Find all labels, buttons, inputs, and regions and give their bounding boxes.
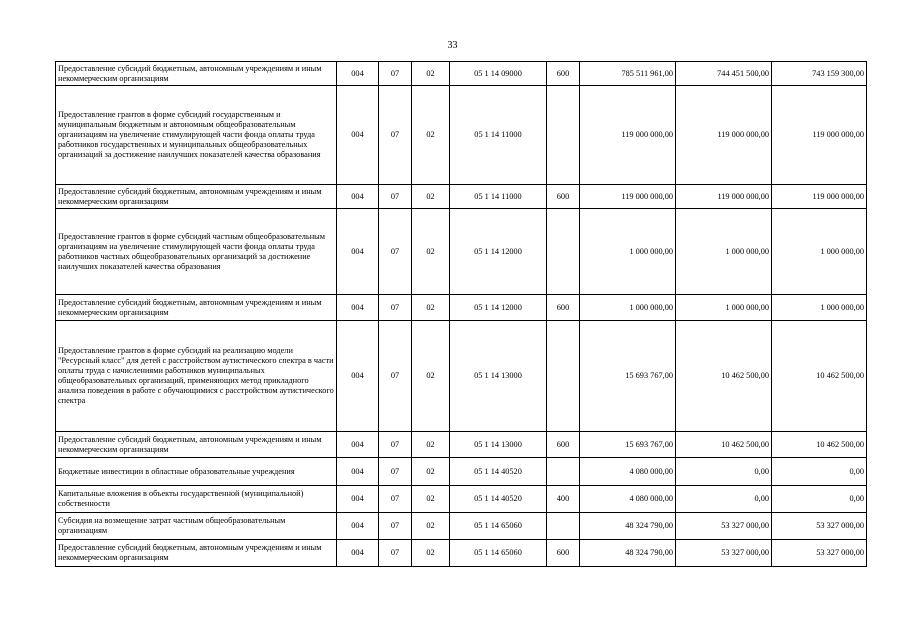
row-ved: 004 bbox=[337, 486, 379, 513]
table-row bbox=[56, 513, 867, 540]
row-sum-3: 119 000 000,00 bbox=[772, 185, 867, 209]
row-name: Предоставление грантов в форме субсидий государственным и муниципальным бюджетным и автономным общеобразовательным организациям на увеличение стимулирующей части фонда оплаты труда работников государственных и муниципальных общеобразовательных организаций за достижение наилучших показателей качества образования bbox=[56, 86, 337, 185]
row-csr: 05 1 14 40520 bbox=[450, 486, 547, 513]
row-pr: 02 bbox=[412, 321, 450, 432]
row-rz: 07 bbox=[379, 486, 412, 513]
row-pr: 02 bbox=[412, 295, 450, 321]
row-pr: 02 bbox=[412, 540, 450, 567]
row-sum-2: 1 000 000,00 bbox=[676, 209, 772, 295]
row-pr: 02 bbox=[412, 86, 450, 185]
row-ved: 004 bbox=[337, 62, 379, 86]
row-sum-1: 785 511 961,00 bbox=[580, 62, 676, 86]
row-sum-2: 10 462 500,00 bbox=[676, 321, 772, 432]
row-pr: 02 bbox=[412, 513, 450, 540]
table-row bbox=[56, 295, 867, 321]
table-row bbox=[56, 458, 867, 486]
row-sum-1: 15 693 767,00 bbox=[580, 432, 676, 458]
row-sum-1: 4 080 000,00 bbox=[580, 486, 676, 513]
budget-table bbox=[55, 61, 867, 567]
row-name: Предоставление субсидий бюджетным, автономным учреждениям и иным некоммерческим организациям bbox=[56, 185, 337, 209]
row-csr: 05 1 14 09000 bbox=[450, 62, 547, 86]
row-ved: 004 bbox=[337, 209, 379, 295]
row-vr bbox=[547, 513, 580, 540]
row-ved: 004 bbox=[337, 513, 379, 540]
row-vr bbox=[547, 458, 580, 486]
row-vr: 400 bbox=[547, 486, 580, 513]
row-sum-2: 119 000 000,00 bbox=[676, 86, 772, 185]
row-vr: 600 bbox=[547, 62, 580, 86]
row-csr: 05 1 14 65060 bbox=[450, 513, 547, 540]
row-rz: 07 bbox=[379, 513, 412, 540]
row-sum-2: 53 327 000,00 bbox=[676, 513, 772, 540]
table-row bbox=[56, 321, 867, 432]
row-sum-3: 10 462 500,00 bbox=[772, 321, 867, 432]
row-sum-2: 0,00 bbox=[676, 458, 772, 486]
table-row bbox=[56, 540, 867, 567]
row-sum-3: 0,00 bbox=[772, 458, 867, 486]
row-vr: 600 bbox=[547, 540, 580, 567]
row-rz: 07 bbox=[379, 209, 412, 295]
row-sum-3: 1 000 000,00 bbox=[772, 295, 867, 321]
row-sum-3: 0,00 bbox=[772, 486, 867, 513]
row-sum-2: 10 462 500,00 bbox=[676, 432, 772, 458]
row-vr bbox=[547, 209, 580, 295]
row-ved: 004 bbox=[337, 540, 379, 567]
row-rz: 07 bbox=[379, 321, 412, 432]
row-vr bbox=[547, 321, 580, 432]
row-rz: 07 bbox=[379, 295, 412, 321]
row-pr: 02 bbox=[412, 432, 450, 458]
row-csr: 05 1 14 13000 bbox=[450, 432, 547, 458]
table-row bbox=[56, 86, 867, 185]
table-row bbox=[56, 209, 867, 295]
row-name: Предоставление субсидий бюджетным, автономным учреждениям и иным некоммерческим организациям bbox=[56, 432, 337, 458]
page-number: 33 bbox=[447, 40, 458, 51]
row-sum-3: 53 327 000,00 bbox=[772, 513, 867, 540]
table-row bbox=[56, 486, 867, 513]
row-pr: 02 bbox=[412, 458, 450, 486]
row-sum-2: 119 000 000,00 bbox=[676, 185, 772, 209]
row-name: Предоставление субсидий бюджетным, автономным учреждениям и иным некоммерческим организациям bbox=[56, 295, 337, 321]
row-ved: 004 bbox=[337, 432, 379, 458]
row-vr: 600 bbox=[547, 432, 580, 458]
row-sum-2: 744 451 500,00 bbox=[676, 62, 772, 86]
row-ved: 004 bbox=[337, 321, 379, 432]
row-pr: 02 bbox=[412, 62, 450, 86]
row-csr: 05 1 14 11000 bbox=[450, 86, 547, 185]
row-sum-1: 48 324 790,00 bbox=[580, 513, 676, 540]
row-name: Предоставление грантов в форме субсидий на реализацию модели "Ресурсный класс" для детей с расстройством аутистического спектра в части оплаты труда с начислениями работников муниципальных общеобразовательных организаций, применяющих метод прикладного анализа поведения в работе с обучающимися с расстройством аутистического спектра bbox=[56, 321, 337, 432]
row-csr: 05 1 14 12000 bbox=[450, 295, 547, 321]
row-csr: 05 1 14 40520 bbox=[450, 458, 547, 486]
row-pr: 02 bbox=[412, 185, 450, 209]
row-ved: 004 bbox=[337, 185, 379, 209]
row-sum-2: 0,00 bbox=[676, 486, 772, 513]
row-csr: 05 1 14 11000 bbox=[450, 185, 547, 209]
row-csr: 05 1 14 12000 bbox=[450, 209, 547, 295]
row-vr bbox=[547, 86, 580, 185]
row-vr: 600 bbox=[547, 185, 580, 209]
row-sum-3: 119 000 000,00 bbox=[772, 86, 867, 185]
row-ved: 004 bbox=[337, 295, 379, 321]
row-rz: 07 bbox=[379, 185, 412, 209]
row-sum-1: 1 000 000,00 bbox=[580, 295, 676, 321]
row-vr: 600 bbox=[547, 295, 580, 321]
row-sum-1: 15 693 767,00 bbox=[580, 321, 676, 432]
row-rz: 07 bbox=[379, 458, 412, 486]
row-sum-1: 4 080 000,00 bbox=[580, 458, 676, 486]
row-sum-2: 53 327 000,00 bbox=[676, 540, 772, 567]
row-sum-1: 119 000 000,00 bbox=[580, 86, 676, 185]
row-sum-3: 1 000 000,00 bbox=[772, 209, 867, 295]
row-csr: 05 1 14 13000 bbox=[450, 321, 547, 432]
row-rz: 07 bbox=[379, 62, 412, 86]
row-name: Субсидия на возмещение затрат частным общеобразовательным организациям bbox=[56, 513, 337, 540]
row-ved: 004 bbox=[337, 458, 379, 486]
row-name: Предоставление субсидий бюджетным, автономным учреждениям и иным некоммерческим организациям bbox=[56, 540, 337, 567]
row-csr: 05 1 14 65060 bbox=[450, 540, 547, 567]
row-sum-1: 48 324 790,00 bbox=[580, 540, 676, 567]
row-pr: 02 bbox=[412, 209, 450, 295]
row-pr: 02 bbox=[412, 486, 450, 513]
row-sum-3: 10 462 500,00 bbox=[772, 432, 867, 458]
row-name: Предоставление субсидий бюджетным, автономным учреждениям и иным некоммерческим организациям bbox=[56, 62, 337, 86]
row-sum-2: 1 000 000,00 bbox=[676, 295, 772, 321]
row-name: Капитальные вложения в объекты государственной (муниципальной) собственности bbox=[56, 486, 337, 513]
row-name: Бюджетные инвестиции в областные образовательные учреждения bbox=[56, 458, 337, 486]
row-name: Предоставление грантов в форме субсидий частным общеобразовательным организациям на увеличение стимулирующей части фонда оплаты труда работников частных общеобразовательных организаций за достижение наилучших показателей качества образования bbox=[56, 209, 337, 295]
row-sum-3: 743 159 300,00 bbox=[772, 62, 867, 86]
row-ved: 004 bbox=[337, 86, 379, 185]
row-rz: 07 bbox=[379, 432, 412, 458]
row-sum-1: 119 000 000,00 bbox=[580, 185, 676, 209]
row-rz: 07 bbox=[379, 540, 412, 567]
row-sum-3: 53 327 000,00 bbox=[772, 540, 867, 567]
table-row bbox=[56, 185, 867, 209]
table-row bbox=[56, 432, 867, 458]
row-sum-1: 1 000 000,00 bbox=[580, 209, 676, 295]
table-row bbox=[56, 62, 867, 86]
row-rz: 07 bbox=[379, 86, 412, 185]
